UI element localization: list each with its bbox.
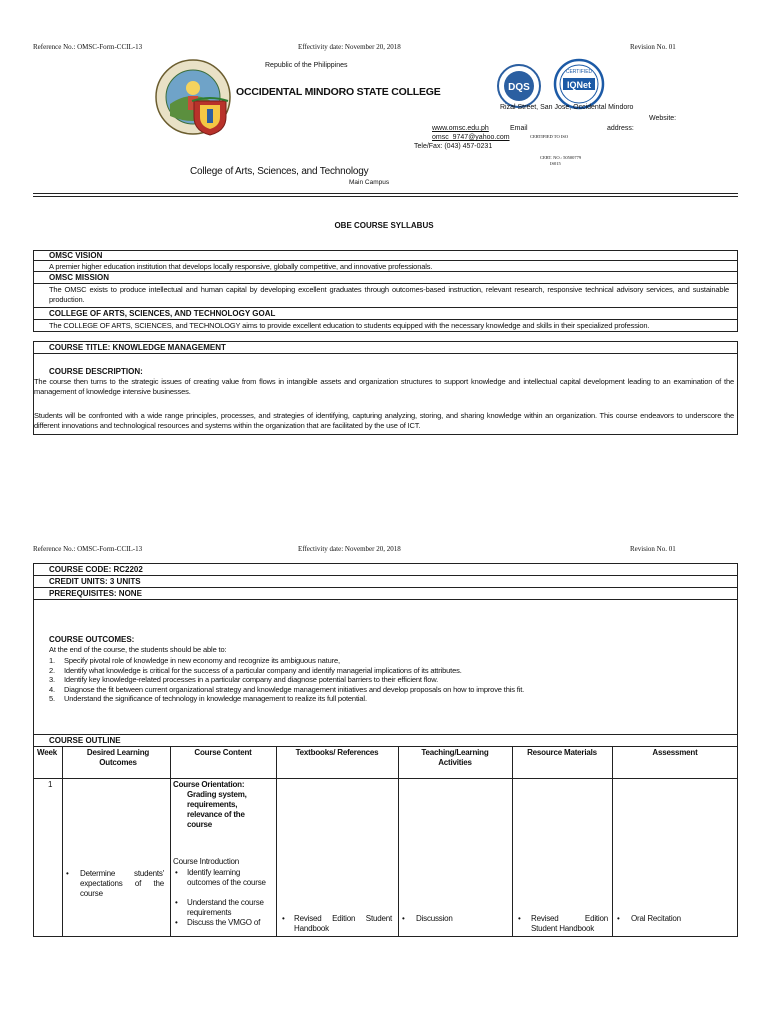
vision-text: A premier higher education institution that develops locally responsive, globally competitive, and innovative professionals. — [49, 262, 433, 271]
college-unit-name: College of Arts, Sciences, and Technology — [190, 166, 369, 177]
letterhead-divider-bottom — [33, 196, 738, 197]
revision-number-page2: Revision No. 01 — [630, 545, 676, 553]
course-title: COURSE TITLE: KNOWLEDGE MANAGEMENT — [49, 343, 226, 352]
course-outcomes-list — [49, 656, 729, 704]
bullet-icon: • — [617, 914, 620, 923]
activity-text: Discussion — [416, 914, 453, 923]
outcome-text: Identify what knowledge is critical for the success of a particular company and identify managerial implications of its attributes. — [64, 665, 462, 675]
dqs-certification-logo — [494, 63, 544, 109]
dqs-logo-text: DQS — [508, 82, 530, 93]
course-description-paragraph-2: Students will be confronted with a wide range principles, processes, and strategies of identifying, capturing analyzing, storing, and sharing knowledge within an organization. This course endeavors to underscore the different innovations and technological resources and systems within the organization that are facilitated by the use of ICT. — [34, 411, 734, 430]
header-desired-outcomes: Desired Learning Outcomes — [86, 748, 150, 767]
bullet-icon: • — [282, 914, 285, 923]
outcome-text: Specify pivotal role of knowledge in new economy and recognize its ambiguous nature, — [64, 656, 340, 665]
outcome-item: 1. Specify pivotal role of knowledge in new economy and recognize its ambiguous nature, — [49, 656, 340, 665]
iqnet-certification-logo — [553, 58, 605, 110]
outcome-item: 5. Understand the significance of technology in knowledge management to realize its full potential. — [49, 694, 367, 703]
reference-number: Reference No.: OMSC-Form-CCIL-13 — [33, 43, 143, 51]
website-link[interactable]: www.omsc.edu.ph — [432, 125, 489, 132]
college-shield-logo — [190, 95, 230, 137]
column-divider — [612, 746, 613, 937]
orientation-body: Grading system, requirements, relevance of the course — [187, 790, 247, 829]
letterhead-divider-top — [33, 193, 738, 194]
iso-certified-text: CERTIFIED TO ISO — [530, 134, 569, 139]
bullet-icon: • — [175, 868, 178, 877]
info-row-divider — [33, 587, 738, 588]
bullet-icon: • — [66, 869, 69, 878]
document-title: OBE COURSE SYLLABUS — [334, 221, 434, 230]
table-header-divider — [33, 778, 738, 779]
info-row-divider — [33, 599, 738, 600]
credit-units: CREDIT UNITS: 3 UNITS — [49, 577, 141, 586]
resource-text: Revised Edition Student Handbook — [531, 914, 608, 933]
bullet-icon: • — [175, 898, 178, 907]
prerequisites: PREREQUISITES: NONE — [49, 589, 142, 598]
vmg-row-divider — [33, 260, 738, 261]
reference-text: Revised Edition Student Handbook — [294, 914, 392, 933]
course-outcomes-intro: At the end of the course, the students should be able to: — [49, 645, 227, 654]
outline-divider — [33, 746, 738, 747]
college-name: OCCIDENTAL MINDORO STATE COLLEGE — [236, 86, 441, 98]
iqnet-logo-text: IQNet — [566, 80, 592, 90]
orientation-title: Course Orientation: — [173, 780, 245, 789]
header-assessment: Assessment — [652, 748, 698, 757]
revision-number: Revision No. 01 — [630, 43, 676, 51]
column-divider — [512, 746, 513, 937]
course-outcomes-heading: COURSE OUTCOMES: — [49, 635, 135, 644]
effectivity-date: Effectivity date: November 20, 2018 — [298, 43, 401, 51]
column-divider — [170, 746, 171, 937]
course-description-paragraph-1: The course then turns to the strategic issues of creating value from flows in intangible assets and organization structures to support knowledge and intellectual capital development leading to an examination of the management of knowledge intensive businesses. — [34, 377, 734, 396]
desired-outcome-text: Determine students' expectations of the course — [80, 869, 164, 898]
content-item: Discuss the VMGO of — [187, 918, 261, 927]
header-course-content: Course Content — [194, 748, 252, 757]
info-row-divider — [33, 575, 738, 576]
goal-heading: COLLEGE OF ARTS, SCIENCES, AND TECHNOLOGY GOAL — [49, 309, 276, 318]
mission-heading: OMSC MISSION — [49, 273, 110, 282]
header-week: Week — [37, 748, 57, 757]
content-item: Identify learning outcomes of the course — [187, 868, 266, 887]
cert-number: CERT. NO.: 50500779 — [540, 155, 582, 160]
bullet-icon: • — [402, 914, 405, 923]
college-address: Rizal Street, San Jose, Occidental Mindoro — [500, 104, 634, 111]
vmg-row-divider — [33, 283, 738, 284]
vmg-row-divider — [33, 307, 738, 308]
course-code: COURSE CODE: RC2202 — [49, 565, 143, 574]
header-references: Textbooks/ References — [295, 748, 379, 757]
course-description-heading: COURSE DESCRIPTION: — [49, 367, 143, 376]
goal-text: The COLLEGE OF ARTS, SCIENCES, and TECHNOLOGY aims to provide excellent education to students equipped with the necessary knowledge and skills in their specialized profession. — [49, 321, 650, 330]
column-divider — [62, 746, 63, 937]
email-address-label: address: — [607, 125, 634, 132]
outcome-text: Identify key knowledge-related processes in a particular company and diagnose potential barriers to their efficient flow. — [64, 675, 439, 684]
outcome-item: 3. Identify key knowledge-related processes in a particular company and diagnose potential barriers to their efficient flow. — [49, 675, 439, 684]
vmg-row-divider — [33, 319, 738, 320]
cert-standard: IS015 — [550, 161, 561, 166]
email-link[interactable]: omsc_9747@yahoo.com — [432, 134, 510, 141]
telfax: Tele/Fax: (043) 457-0231 — [414, 143, 493, 150]
course-outline-heading: COURSE OUTLINE — [49, 736, 121, 745]
outcomes-divider — [33, 734, 738, 735]
outcome-text: Understand the significance of technology in knowledge management to realize its full potential. — [64, 694, 367, 703]
iqnet-logo-certified: CERTIFIED — [565, 69, 593, 75]
week-number: 1 — [48, 780, 53, 789]
course-title-divider — [33, 353, 738, 354]
bullet-icon: • — [175, 918, 178, 927]
effectivity-date-page2: Effectivity date: November 20, 2018 — [298, 545, 401, 553]
column-divider — [276, 746, 277, 937]
reference-number-page2: Reference No.: OMSC-Form-CCIL-13 — [33, 545, 143, 553]
bullet-icon: • — [518, 914, 521, 923]
column-divider — [398, 746, 399, 937]
mission-text: The OMSC exists to produce intellectual and human capital by developing excellent graduates through outcomes-based instruction, relevant research, responsive technical advisory services, and sustainable production. — [49, 285, 729, 304]
campus-name: Main Campus — [349, 179, 390, 186]
assessment-text: Oral Recitation — [631, 914, 681, 923]
website-label: Website: — [649, 115, 677, 122]
header-resource-materials: Resource Materials — [527, 748, 597, 757]
content-item: Understand the course requirements — [187, 898, 264, 917]
republic-line: Republic of the Philippines — [265, 62, 348, 69]
email-label: Email — [510, 125, 528, 132]
course-introduction-title: Course Introduction — [173, 857, 240, 866]
outcome-item: 2. Identify what knowledge is critical for the success of a particular company and identify managerial implications of its attributes. — [49, 665, 462, 675]
header-activities: Teaching/Learning Activities — [421, 748, 489, 767]
outcome-text: Diagnose the fit between current organizational strategy and knowledge management initiatives and develop proposals on how to improve this fit. — [64, 684, 525, 694]
vision-heading: OMSC VISION — [49, 251, 103, 260]
outcome-item: 4. Diagnose the fit between current organizational strategy and knowledge management initiatives and develop proposals on how to improve this fit. — [49, 684, 525, 694]
